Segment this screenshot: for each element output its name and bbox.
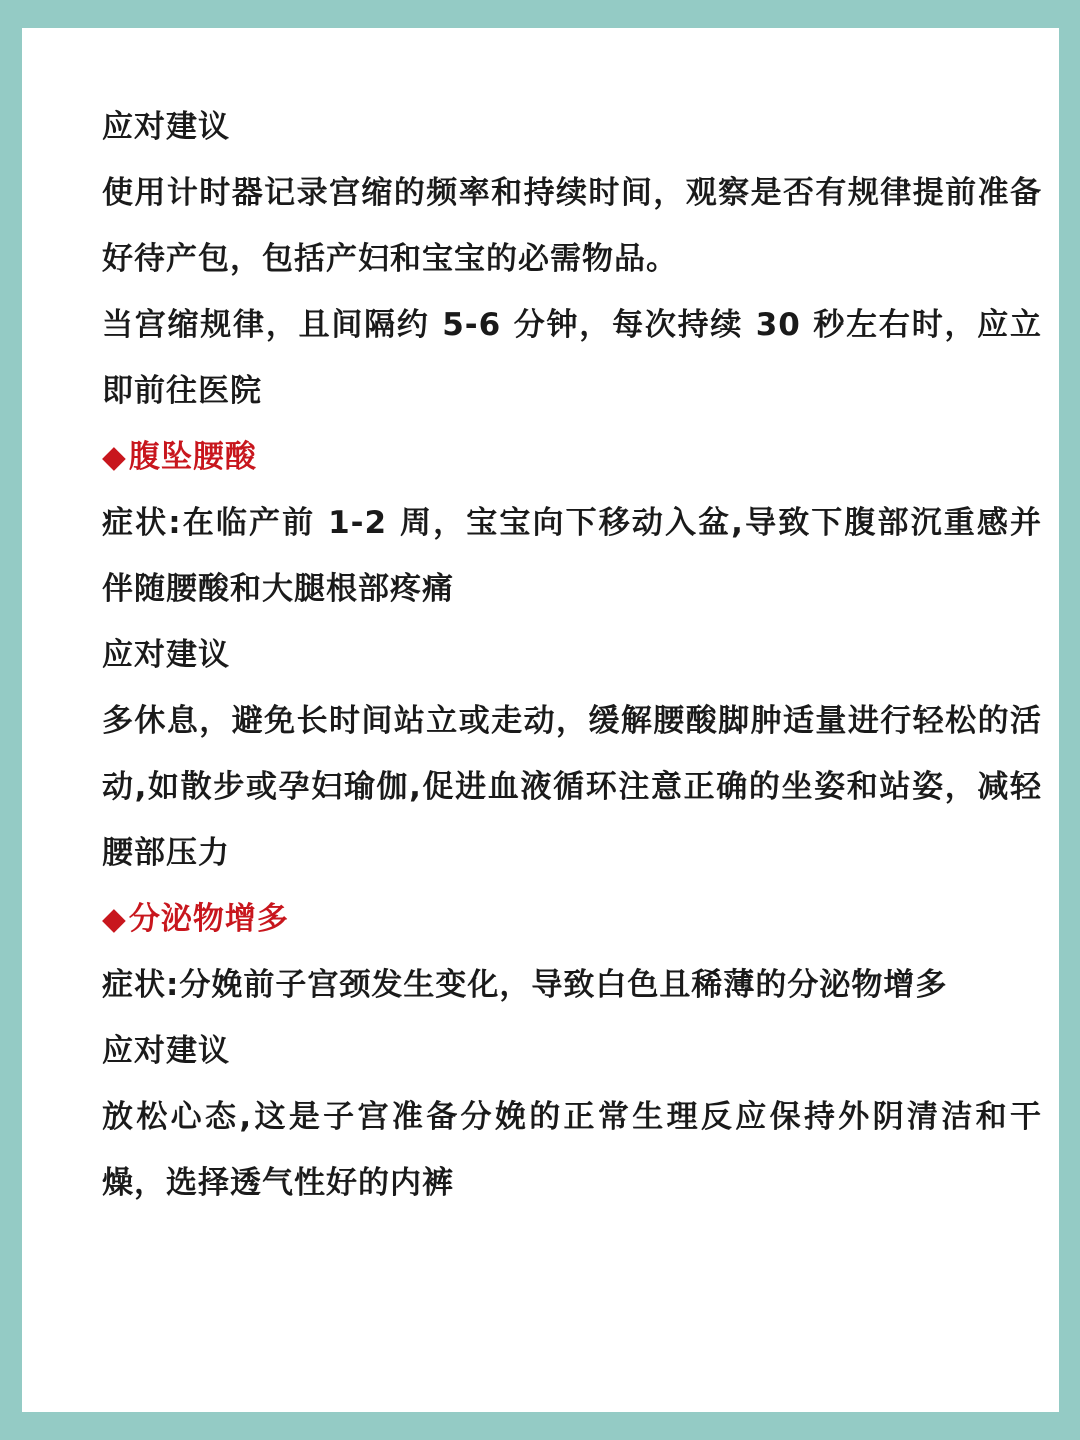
section-heading — [102, 424, 1042, 490]
symptom-text: 症状:分娩前子宫颈发生变化，导致白色且稀薄的分泌物增多 — [102, 967, 948, 1003]
section-title: 腹坠腰酸 — [128, 439, 257, 475]
diamond-icon: ◆ — [102, 439, 127, 475]
advice-text: 放松心态,这是子宫准备分娩的正常生理反应保持外阴清洁和干燥，选择透气性好的内裤 — [102, 1099, 1042, 1201]
section-heading — [102, 886, 1042, 952]
advice-text: 多休息，避免长时间站立或走动，缓解腰酸脚肿适量进行轻松的活动,如散步或孕妇瑜伽,促进血液循环注意正确的坐姿和站姿，减轻腰部压力 — [102, 703, 1042, 871]
diamond-icon: ◆ — [102, 901, 127, 937]
advice-label: 应对建议 — [102, 637, 230, 673]
advice-label: 应对建议 — [102, 1033, 230, 1069]
advice-text: 使用计时器记录宫缩的频率和持续时间，观察是否有规律提前准备好待产包，包括产妇和宝宝的必需物品。 — [102, 175, 1042, 277]
advice-text: 当宫缩规律，且间隔约 5-6 分钟，每次持续 30 秒左右时，应立即前往医院 — [102, 307, 1042, 409]
section-title: 分泌物增多 — [128, 901, 289, 937]
symptom-text: 症状:在临产前 1-2 周，宝宝向下移动入盆,导致下腹部沉重感并伴随腰酸和大腿根部疼痛 — [102, 505, 1042, 607]
advice-label: 应对建议 — [102, 109, 230, 145]
content-card — [22, 28, 1059, 1412]
article-body — [102, 94, 1042, 1216]
